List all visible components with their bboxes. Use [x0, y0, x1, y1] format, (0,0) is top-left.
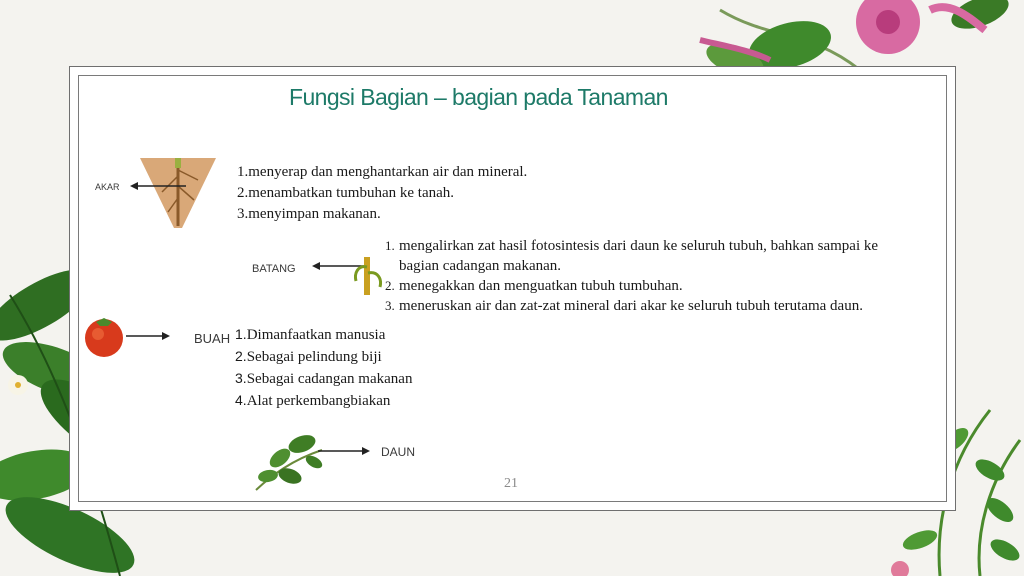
page-number: 21 [504, 476, 518, 491]
daun-label: DAUN [381, 445, 416, 459]
batang-label: BATANG [252, 263, 296, 275]
buah-arrow [126, 331, 170, 341]
akar-function-list [237, 162, 527, 225]
buah-function-list [235, 324, 412, 412]
daun-arrow [318, 446, 370, 456]
list-item: 2.Sebagai pelindung biji [235, 348, 382, 365]
akar-arrow [130, 181, 186, 191]
list-item: 2. menegakkan dan menguatkan tubuh tumbuhan. [385, 278, 683, 294]
tomato-image [82, 314, 128, 358]
list-item: 3.Sebagai cadangan makanan [235, 370, 413, 387]
list-item: 1. mengalirkan zat hasil fotosintesis dari daun ke seluruh tubuh, bahkan sampai ke [385, 238, 879, 254]
root-image [140, 158, 216, 228]
akar-label: AKAR [95, 182, 120, 192]
buah-label: BUAH [194, 331, 231, 346]
list-item-continuation: bagian cadangan makanan. [399, 258, 562, 274]
list-item: 2.menambatkan tumbuhan ke tanah. [237, 185, 455, 201]
batang-function-list [385, 236, 878, 316]
list-item: 3.menyimpan makanan. [237, 206, 381, 222]
slide-title: Fungsi Bagian – bagian pada Tanaman [289, 84, 668, 110]
list-item: 1.Dimanfaatkan manusia [235, 326, 386, 343]
leaf-branch-image [252, 430, 324, 492]
list-item: 1.menyerap dan menghantarkan air dan mineral. [237, 164, 528, 180]
list-item: 3. meneruskan air dan zat-zat mineral dari akar ke seluruh tubuh terutama daun. [385, 298, 863, 314]
stem-image [354, 257, 382, 295]
list-item: 4.Alat perkembangbiakan [235, 392, 391, 409]
